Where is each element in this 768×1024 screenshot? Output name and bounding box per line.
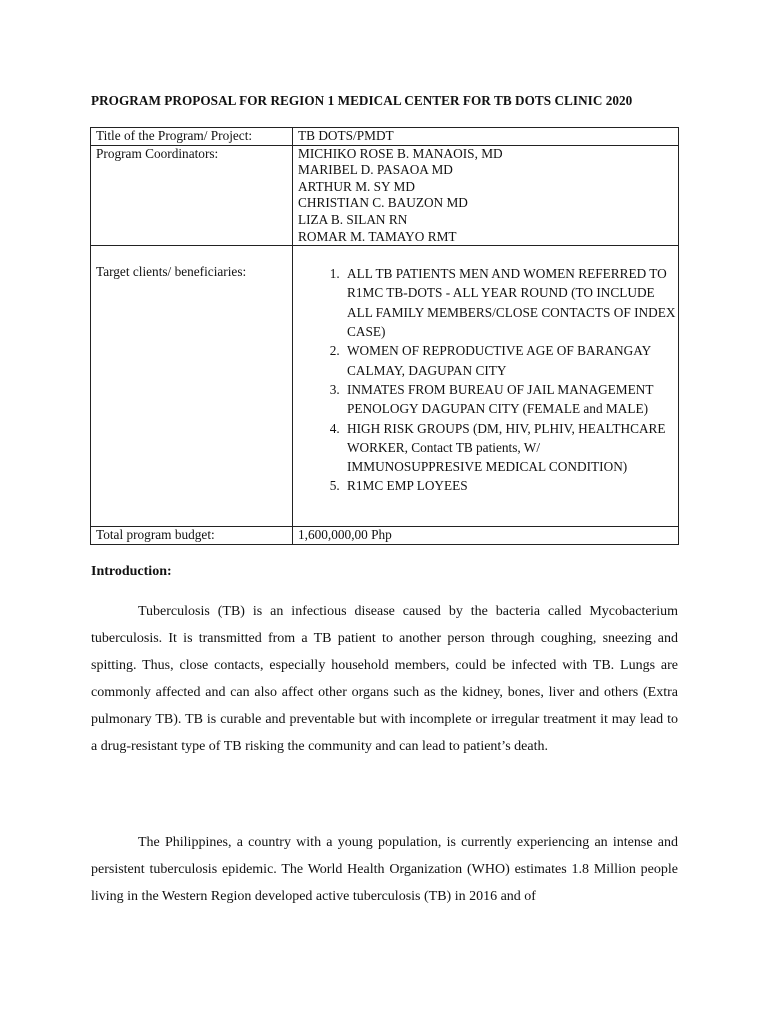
target-clients-label: Target clients/ beneficiaries:: [91, 246, 293, 527]
coordinators-list: [293, 145, 679, 246]
introduction-heading: Introduction:: [91, 564, 172, 579]
list-item: 1. ALL TB PATIENTS MEN AND WOMEN REFERRED TO R1MC TB-DOTS - ALL YEAR ROUND (TO INCLUDE ALL FAMILY MEMBERS/CLOSE CONTACTS OF INDEX CASE): [343, 264, 678, 341]
target-clients-list: [298, 264, 678, 496]
coordinator-name: MARIBEL D. PASAOA MD: [298, 162, 453, 178]
budget-value: 1,600,000,00 Php: [293, 527, 679, 545]
program-title-label: Title of the Program/ Project:: [91, 128, 293, 146]
table-row-coordinators: [91, 145, 679, 246]
list-item: 3. INMATES FROM BUREAU OF JAIL MANAGEMENT PENOLOGY DAGUPAN CITY (FEMALE and MALE): [343, 380, 678, 419]
list-item: 5. R1MC EMP LOYEES: [343, 476, 678, 495]
introduction-paragraph: Tuberculosis (TB) is an infectious disease caused by the bacteria called Mycobacterium tuberculosis. It is transmitted from a TB patient to another person through coughing, sneezing and spitting. Thus, close contacts, especially household members, could be infected with TB. Lungs are commonly affected and can also affect other organs such as the kidney, bones, liver and others (Extra pulmonary TB). TB is curable and preventable but with incomplete or irregular treatment it may lead to a drug-resistant type of TB risking the community and can lead to patient’s death.: [91, 604, 678, 754]
table-row-program-title: [91, 128, 679, 146]
coordinator-name: ARTHUR M. SY MD: [298, 178, 415, 194]
table-row-budget: [91, 527, 679, 545]
target-clients-cell: [293, 246, 679, 527]
program-title-value: TB DOTS/PMDT: [293, 128, 679, 146]
budget-label: Total program budget:: [91, 527, 293, 545]
coordinator-name: ROMAR M. TAMAYO RMT: [298, 228, 457, 244]
list-item: 4. HIGH RISK GROUPS (DM, HIV, PLHIV, HEALTHCARE WORKER, Contact TB patients, W/ IMMUNOSUPPRESIVE MEDICAL CONDITION): [343, 419, 678, 477]
introduction-paragraph: The Philippines, a country with a young population, is currently experiencing an intense and persistent tuberculosis epidemic. The World Health Organization (WHO) estimates 1.8 Million people living in the Western Region developed active tuberculosis (TB) in 2016 and of: [91, 835, 678, 904]
table-row-target-clients: [91, 246, 679, 527]
list-item: 2. WOMEN OF REPRODUCTIVE AGE OF BARANGAY CALMAY, DAGUPAN CITY: [343, 341, 678, 380]
program-info-table: [90, 127, 679, 545]
coordinator-name: CHRISTIAN C. BAUZON MD: [298, 195, 468, 211]
document-title: PROGRAM PROPOSAL FOR REGION 1 MEDICAL CENTER FOR TB DOTS CLINIC 2020: [91, 93, 633, 108]
coordinator-name: MICHIKO ROSE B. MANAOIS, MD: [298, 145, 503, 161]
coordinator-name: LIZA B. SILAN RN: [298, 211, 408, 227]
coordinators-label: Program Coordinators:: [91, 145, 293, 246]
